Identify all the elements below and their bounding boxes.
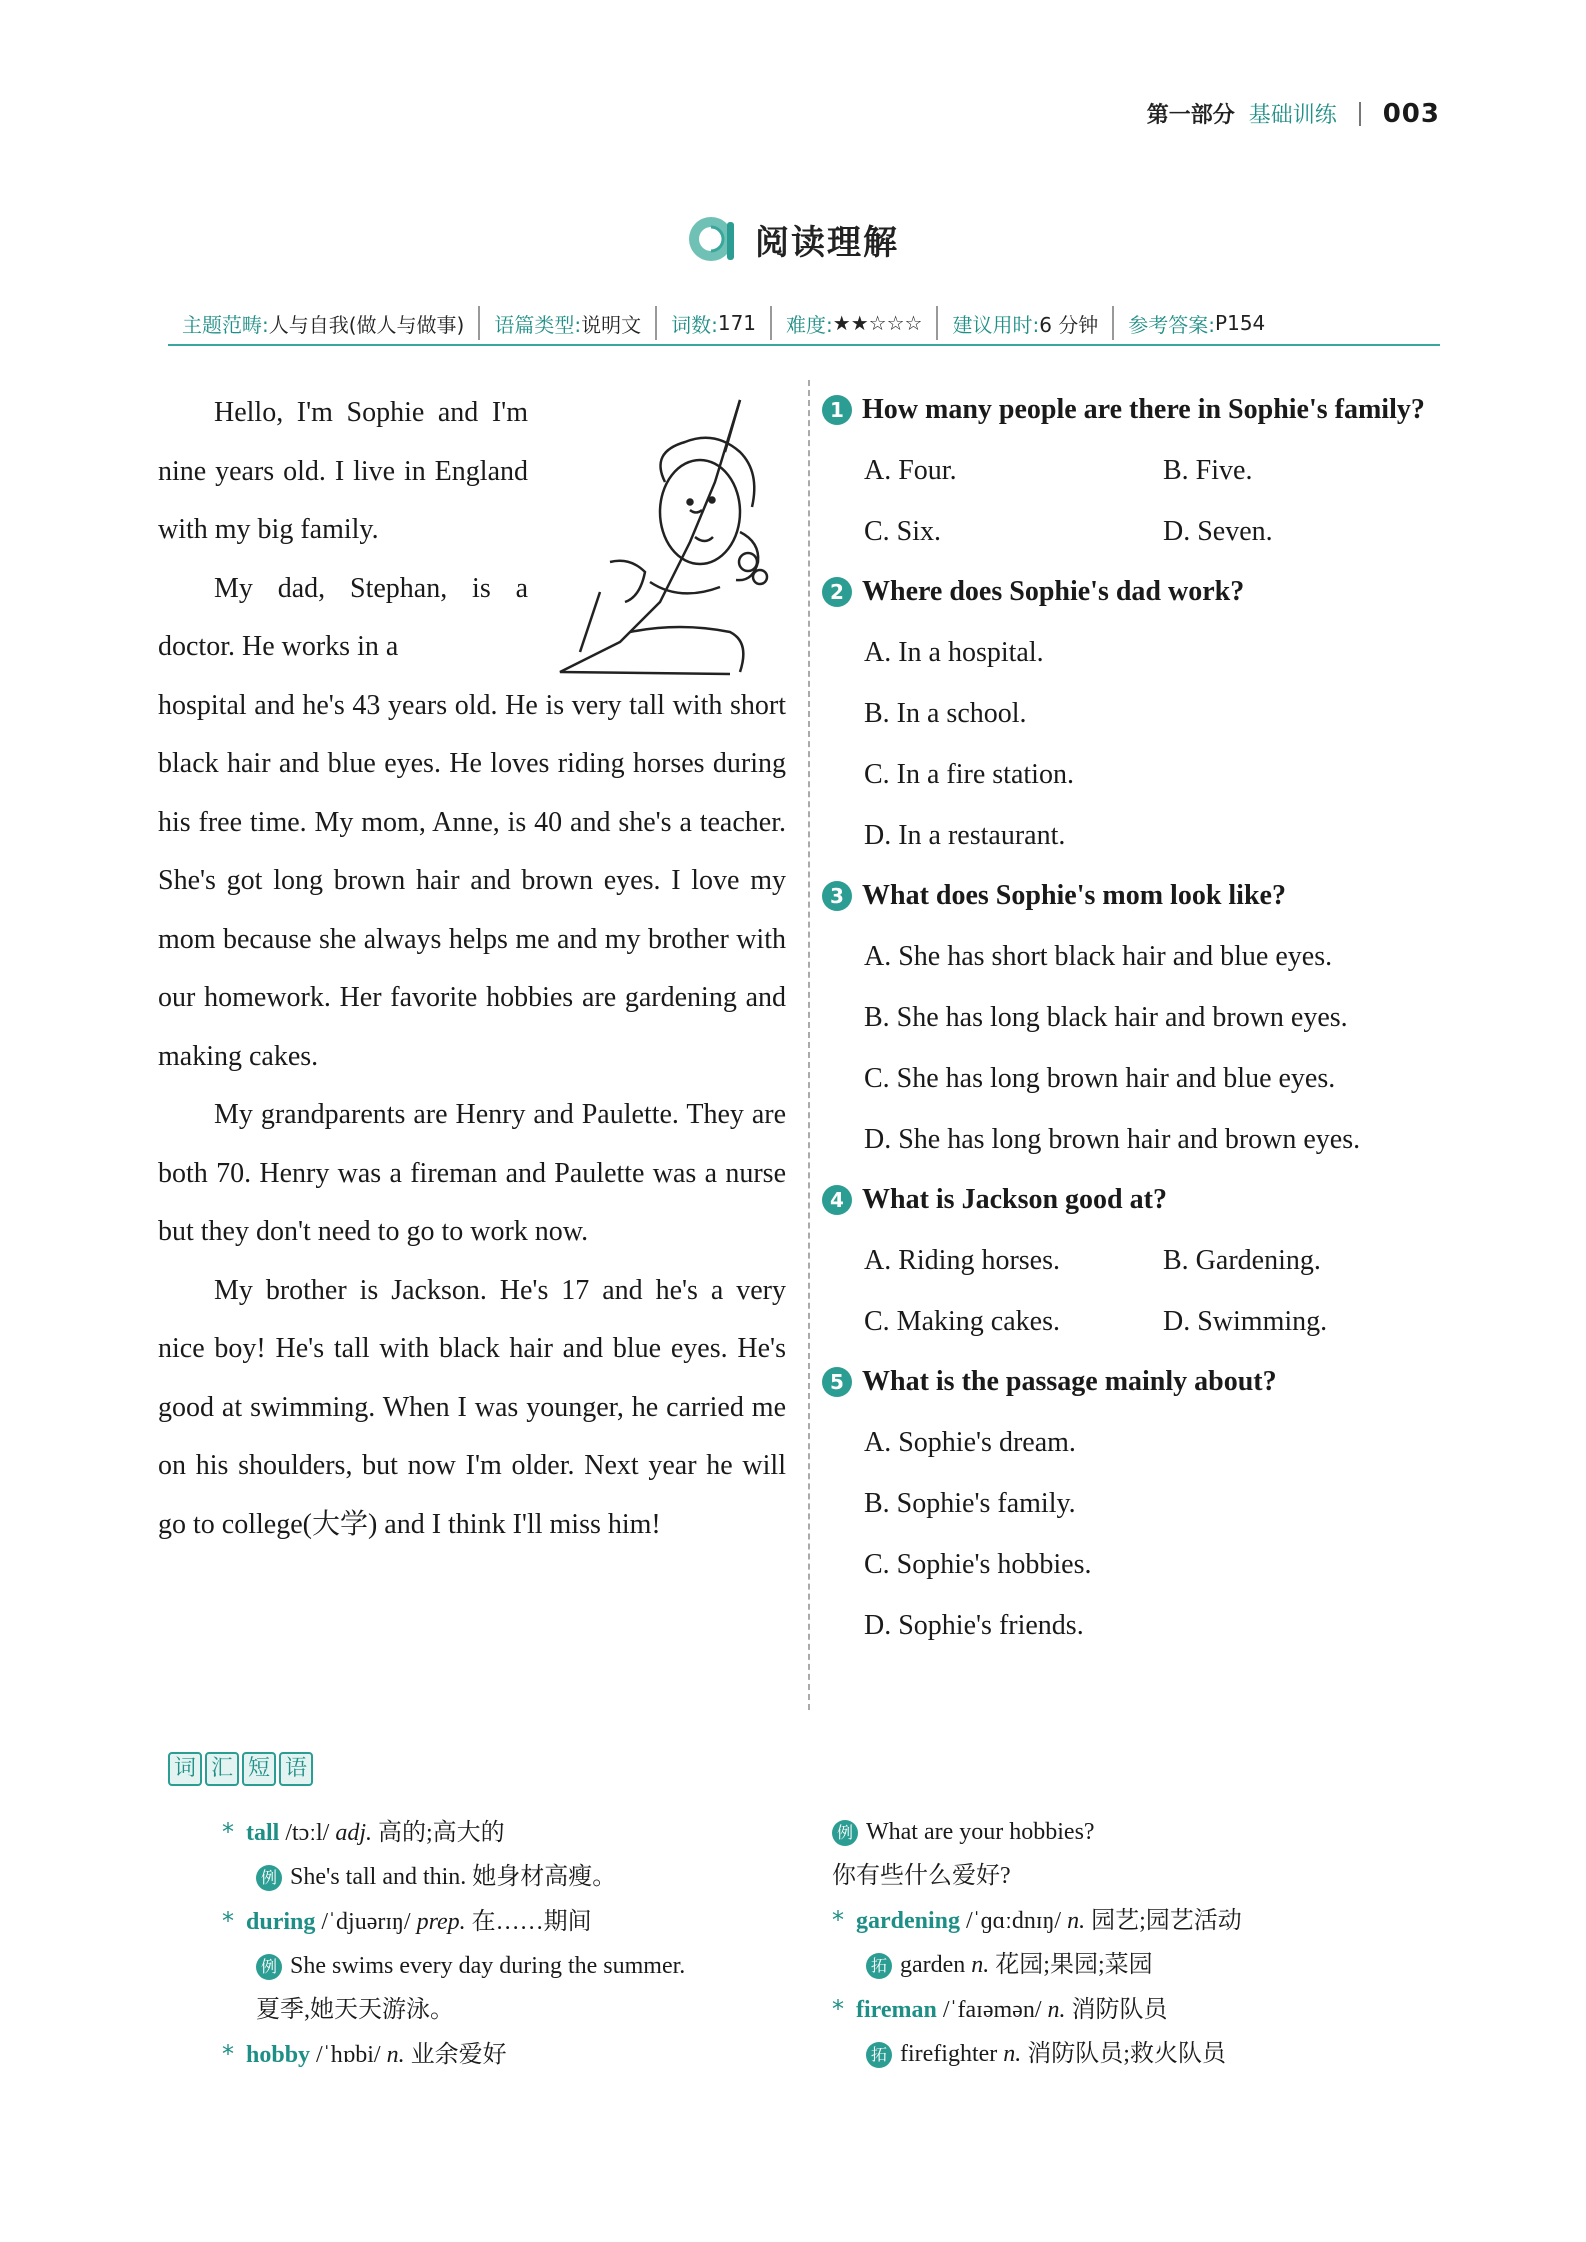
option[interactable]: A. Riding horses. bbox=[864, 1245, 1060, 1276]
question-number: 4 bbox=[822, 1185, 852, 1215]
question-number: 5 bbox=[822, 1367, 852, 1397]
section-title-text: 阅读理解 bbox=[755, 222, 899, 263]
vocab-example bbox=[222, 1855, 802, 1899]
info-bar bbox=[168, 302, 1440, 346]
vocab-example-translation: 夏季,她天天游泳。 bbox=[256, 1997, 454, 2023]
info-genre bbox=[478, 306, 655, 340]
vocab-heading-char: 汇 bbox=[205, 1752, 239, 1786]
header-section: 基础训练 bbox=[1248, 103, 1337, 128]
star-icon: * bbox=[832, 1906, 844, 1934]
vocab-phonetic: /ˈɡɑːdnɪŋ/ bbox=[960, 1908, 1068, 1934]
question-stem: How many people are there in Sophie's family? bbox=[862, 394, 1425, 425]
vocab-heading-char: 语 bbox=[279, 1752, 313, 1786]
extension-pos: n. bbox=[971, 1952, 990, 1978]
info-time bbox=[936, 306, 1112, 340]
vocab-word: tall bbox=[246, 1820, 280, 1846]
header-divider bbox=[1359, 102, 1361, 126]
vocab-pos: n. bbox=[386, 2042, 405, 2068]
passage-paragraph: hospital and he's 43 years old. He is very tall with short black hair and blue eyes. He loves riding horses during his free time. My mom, Anne, is 40 and she's a teacher. She's got long brown hair and brown eyes. I love my mom because she always helps me and my brother with our homework. Her favorite hobbies are gardening and making cakes. bbox=[158, 689, 786, 1072]
question-stem: What is the passage mainly about? bbox=[862, 1366, 1277, 1397]
vocab-phonetic: /ˈfaɪəmən/ bbox=[936, 1997, 1048, 2023]
option[interactable]: A. Four. bbox=[864, 455, 957, 486]
star-icon: * bbox=[222, 1818, 234, 1846]
example-text: She swims every day during the summer. bbox=[290, 1953, 686, 1979]
passage-paragraph: My grandparents are Henry and Paulette. They are both 70. Henry was a fireman and Paulette was a nurse but they don't need to go to work now. bbox=[158, 1099, 786, 1247]
info-key: 词数: bbox=[671, 312, 718, 337]
info-key: 主题范畴: bbox=[182, 312, 269, 337]
option[interactable]: D. Swimming. bbox=[1163, 1306, 1328, 1337]
info-value: ★★☆☆☆ bbox=[832, 311, 923, 335]
vocab-word: gardening bbox=[856, 1908, 961, 1934]
vocab-meaning: 消防队员 bbox=[1065, 1997, 1168, 2023]
vocab-phonetic: /ˈhɒbi/ bbox=[310, 2042, 387, 2068]
option[interactable]: B. Sophie's family. bbox=[864, 1488, 1076, 1519]
header-part: 第一部分 bbox=[1146, 103, 1235, 128]
vocab-right-column bbox=[832, 1810, 1452, 2076]
option[interactable]: D. Seven. bbox=[1163, 516, 1273, 547]
passage-paragraph: My brother is Jackson. He's 17 and he's a very nice boy! He's tall with black hair and blue eyes. He's good at swimming. When I was younger, he carried me on his shoulders, but now I'm older. Next year he will go to college(大学) and I think I'll miss him! bbox=[158, 1274, 786, 1540]
info-value: 171 bbox=[717, 311, 757, 335]
option[interactable]: D. Sophie's friends. bbox=[864, 1610, 1084, 1641]
option[interactable]: C. Six. bbox=[864, 516, 942, 547]
example-text: She's tall and thin. 她身材高瘦。 bbox=[290, 1864, 617, 1890]
vocab-example-translation: 你有些什么爱好? bbox=[832, 1863, 1011, 1889]
vocab-phonetic: /tɔːl/ bbox=[279, 1820, 336, 1846]
info-key: 建议用时: bbox=[952, 312, 1040, 337]
vocab-pos: n. bbox=[1067, 1908, 1086, 1934]
example-text: What are your hobbies? bbox=[866, 1819, 1095, 1845]
extend-icon: 拓 bbox=[866, 2042, 892, 2068]
info-wordcount bbox=[655, 306, 770, 340]
option[interactable]: C. She has long brown hair and blue eyes. bbox=[864, 1063, 1336, 1094]
extension-meaning: 花园;果园;菜园 bbox=[989, 1952, 1153, 1978]
info-value: 说明文 bbox=[581, 312, 642, 337]
vocab-heading bbox=[168, 1752, 313, 1786]
question-3 bbox=[822, 866, 1462, 1170]
example-icon: 例 bbox=[832, 1820, 858, 1846]
running-head bbox=[1080, 98, 1440, 129]
option[interactable]: C. In a fire station. bbox=[864, 759, 1074, 790]
vocab-pos: n. bbox=[1047, 1997, 1066, 2023]
star-icon: * bbox=[832, 1995, 844, 2023]
vocab-meaning: 高的;高大的 bbox=[372, 1820, 505, 1846]
questions bbox=[822, 380, 1462, 1656]
info-key: 难度: bbox=[786, 312, 833, 337]
reading-passage bbox=[158, 384, 786, 1554]
vocab-word: hobby bbox=[246, 2042, 311, 2068]
vocab-heading-char: 短 bbox=[242, 1752, 276, 1786]
vocab-entry-tall bbox=[222, 1810, 802, 1855]
question-5 bbox=[822, 1352, 1462, 1656]
vocab-word: during bbox=[246, 1909, 316, 1935]
option[interactable]: B. In a school. bbox=[864, 698, 1027, 729]
question-stem: Where does Sophie's dad work? bbox=[862, 576, 1245, 607]
vocab-entry-gardening bbox=[832, 1898, 1452, 1943]
vocab-entry-during bbox=[222, 1899, 802, 1944]
question-4 bbox=[822, 1170, 1462, 1352]
option[interactable]: B. Five. bbox=[1163, 455, 1253, 486]
example-icon: 例 bbox=[256, 1954, 282, 1980]
column-divider bbox=[808, 380, 810, 1710]
star-icon: * bbox=[222, 2040, 234, 2068]
vocab-heading-char: 词 bbox=[168, 1752, 202, 1786]
option[interactable]: A. Sophie's dream. bbox=[864, 1427, 1076, 1458]
vocab-entry-hobby bbox=[222, 2032, 802, 2077]
vocab-extension bbox=[832, 1943, 1452, 1987]
question-number: 3 bbox=[822, 881, 852, 911]
vocab-meaning: 业余爱好 bbox=[404, 2042, 507, 2068]
info-key: 参考答案: bbox=[1128, 312, 1216, 337]
extension-pos: n. bbox=[1003, 2041, 1022, 2067]
question-2 bbox=[822, 562, 1462, 866]
vocab-pos: adj. bbox=[335, 1820, 372, 1846]
question-stem: What does Sophie's mom look like? bbox=[862, 880, 1286, 911]
vocab-word: fireman bbox=[856, 1997, 937, 2023]
vocab-left-column bbox=[222, 1810, 802, 2077]
vocab-meaning: 园艺;园艺活动 bbox=[1085, 1908, 1242, 1934]
page-number: 003 bbox=[1382, 98, 1440, 129]
vocab-meaning: 在……期间 bbox=[465, 1909, 592, 1935]
info-answer bbox=[1112, 306, 1279, 340]
question-number: 1 bbox=[822, 395, 852, 425]
reading-logo-icon bbox=[687, 212, 741, 266]
question-1 bbox=[822, 380, 1462, 562]
info-difficulty bbox=[770, 306, 936, 340]
option[interactable]: C. Sophie's hobbies. bbox=[864, 1549, 1092, 1580]
extension-word: garden bbox=[900, 1952, 966, 1978]
option[interactable]: A. She has short black hair and blue eyes. bbox=[864, 941, 1333, 972]
vocab-example bbox=[832, 1810, 1452, 1854]
option[interactable]: D. In a restaurant. bbox=[864, 820, 1066, 851]
option[interactable]: D. She has long brown hair and brown eyes. bbox=[864, 1124, 1361, 1155]
question-stem: What is Jackson good at? bbox=[862, 1184, 1167, 1215]
vocab-pos: prep. bbox=[416, 1909, 466, 1935]
passage-paragraph: Hello, I'm Sophie and I'm nine years old. I live in England with my big family. bbox=[158, 397, 528, 545]
vocab-phonetic: /ˈdjuərɪŋ/ bbox=[315, 1909, 417, 1935]
info-value: 人与自我(做人与做事) bbox=[268, 312, 465, 337]
option[interactable]: B. She has long black hair and brown eyes. bbox=[864, 1002, 1348, 1033]
section-title bbox=[0, 212, 1586, 266]
info-key: 语篇类型: bbox=[494, 312, 582, 337]
info-value: P154 bbox=[1215, 311, 1266, 335]
option[interactable]: A. In a hospital. bbox=[864, 637, 1044, 668]
vocab-example bbox=[222, 1944, 802, 1988]
info-value: 6 分钟 bbox=[1039, 312, 1099, 337]
option[interactable]: B. Gardening. bbox=[1163, 1245, 1321, 1276]
vocab-entry-fireman bbox=[832, 1987, 1452, 2032]
extension-word: firefighter bbox=[900, 2041, 998, 2067]
extend-icon: 拓 bbox=[866, 1953, 892, 1979]
question-number: 2 bbox=[822, 577, 852, 607]
extension-meaning: 消防队员;救火队员 bbox=[1021, 2041, 1226, 2067]
info-topic bbox=[168, 306, 478, 340]
star-icon: * bbox=[222, 1907, 234, 1935]
example-icon: 例 bbox=[256, 1865, 282, 1891]
passage-paragraph: My dad, Stephan, is a doctor. He works in a bbox=[158, 572, 528, 662]
option[interactable]: C. Making cakes. bbox=[864, 1306, 1060, 1337]
vocab-extension bbox=[832, 2032, 1452, 2076]
